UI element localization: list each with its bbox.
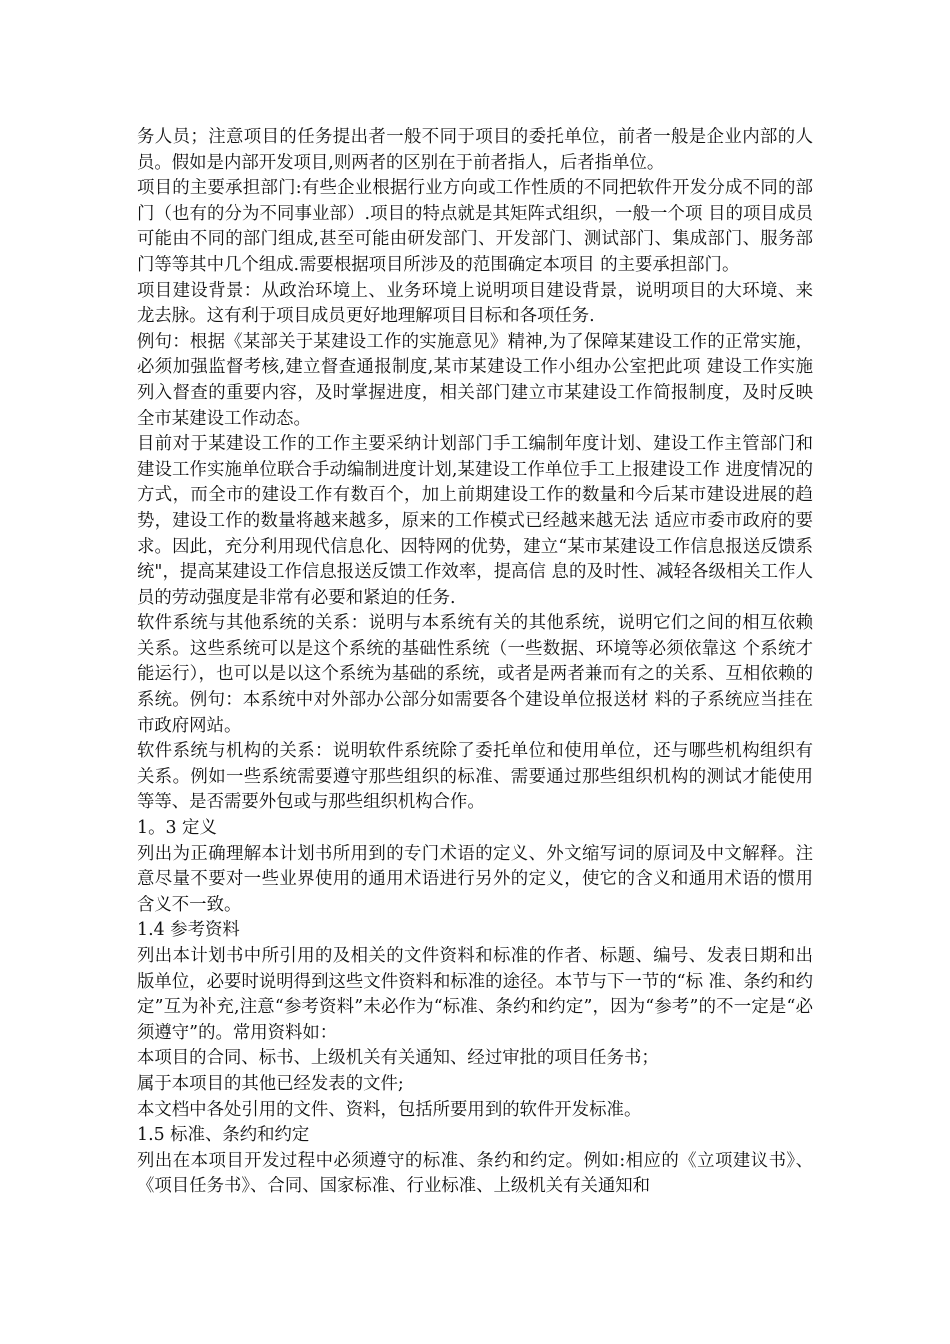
section-heading-definitions: 1。3 定义: [137, 818, 217, 839]
list-item-contract: 本项目的合同、标书、上级机关有关通知、经过审批的项目任务书；: [137, 1048, 659, 1069]
paragraph-example-sentence: 例句：根据《某部关于某建设工作的实施意见》精神,为了保障某建设工作的正常实施，必须加强监督考核,建立督查通报制度,某市某建设工作小组办公室把此项 建设工作实施列入督查的重要内容，及时掌握进度，相关部门建立市某建设工作简报制度，及时反映全市某建设工作动态。: [137, 331, 813, 429]
paragraph-references: 列出本计划书中所引用的及相关的文件资料和标准的作者、标题、编号、发表日期和出版单位，必要时说明得到这些文件资料和标准的途径。本节与下一节的“标 准、条约和约定”互为补充,注意“参考资料”未必作为“标准、条约和约定”，因为“参考”的不一定是“必须遵守”的。常用资料如：: [137, 946, 813, 1043]
list-item-cited-materials: 本文档中各处引用的文件、资料，包括所要用到的软件开发标准。: [137, 1099, 642, 1120]
section-heading-standards: 1.5 标准、条约和约定: [137, 1125, 310, 1146]
section-heading-references: 1.4 参考资料: [137, 920, 240, 941]
paragraph-task-proposer: 务人员；注意项目的任务提出者一般不同于项目的委托单位，前者一般是企业内部的人员。假如是内部开发项目,则两者的区别在于前者指人，后者指单位。: [137, 127, 813, 173]
list-item-published-docs: 属于本项目的其他已经发表的文件;: [137, 1073, 404, 1094]
document-page: [137, 125, 813, 1200]
paragraph-main-department: 项目的主要承担部门:有些企业根据行业方向或工作性质的不同把软件开发分成不同的部门（也有的分为不同事业部）.项目的特点就是其矩阵式组织，一般一个项 目的项目成员可能由不同的部门组成,甚至可能由研发部门、开发部门、测试部门、集成部门、服务部门等等其中几个组成.需要根据项目所涉及的范围确定本项目 的主要承担部门。: [137, 178, 813, 275]
paragraph-system-relations: 软件系统与其他系统的关系：说明与本系统有关的其他系统，说明它们之间的相互依赖关系。这些系统可以是这个系统的基础性系统（一些数据、环境等必须依靠这 个系统才能运行），也可以是以这个系统为基础的系统，或者是两者兼而有之的关系、互相依赖的系统。例句：本系统中对外部办公部分如需要各个建设单位报送材 料的子系统应当挂在市政府网站。: [137, 613, 813, 736]
paragraph-org-relations: 软件系统与机构的关系：说明软件系统除了委托单位和使用单位，还与哪些机构组织有关系。例如一些系统需要遵守那些组织的标准、需要通过那些组织机构的测试才能使用等等、是否需要外包或与那些组织机构合作。: [137, 741, 813, 813]
paragraph-project-background: 项目建设背景：从政治环境上、业务环境上说明项目建设背景，说明项目的大环境、来龙去脉。这有利于项目成员更好地理解项目目标和各项任务.: [137, 280, 813, 327]
paragraph-current-situation: 目前对于某建设工作的工作主要采纳计划部门手工编制年度计划、建设工作主管部门和建设工作实施单位联合手动编制进度计划,某建设工作单位手工上报建设工作 进度情况的方式，而全市的建设工作有数百个，加上前期建设工作的数量和今后某市建设进展的趋势，建设工作的数量将越来越多，原来的工作模式已经越来越无法 适应市委市政府的要求。因此，充分利用现代信息化、因特网的优势，建立“某市某建设工作信息报送反馈系统"，提高某建设工作信息报送反馈工作效率，提高信 息的及时性、减轻各级相关工作人员的劳动强度是非常有必要和紧迫的任务.: [137, 434, 813, 608]
paragraph-standards: 列出在本项目开发过程中必须遵守的标准、条约和约定。例如:相应的《立项建议书》、《项目任务书》、合同、国家标准、行业标准、上级机关有关通知和: [137, 1150, 813, 1197]
paragraph-definitions: 列出为正确理解本计划书所用到的专门术语的定义、外文缩写词的原词及中文解释。注意尽量不要对一些业界使用的通用术语进行另外的定义，使它的含义和通用术语的惯用含义不一致。: [137, 843, 813, 915]
